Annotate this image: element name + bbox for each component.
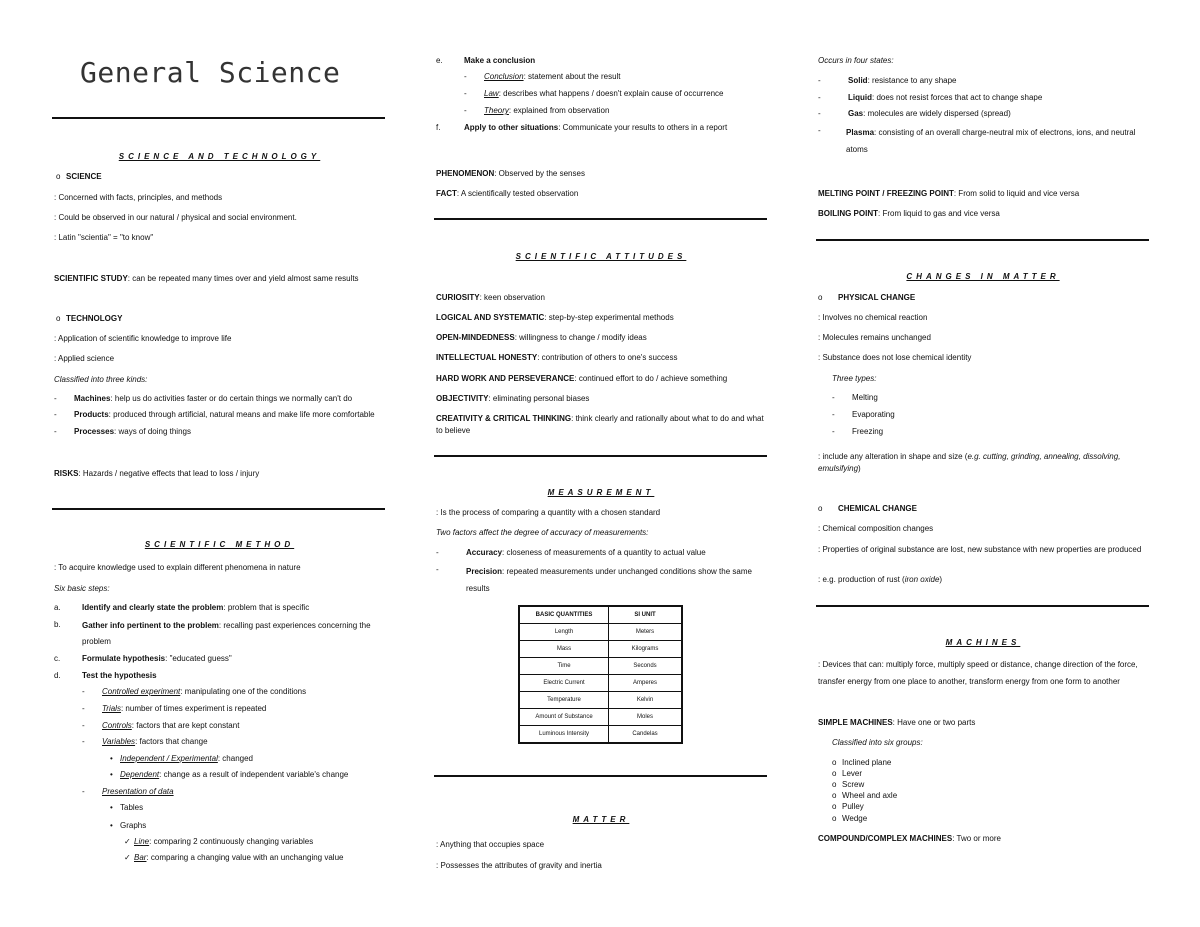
chemical-def: : Chemical composition changes (818, 524, 934, 533)
list-item: - Solid: resistance to any shape (818, 76, 957, 85)
dash-bullet-icon: - (82, 687, 85, 696)
list-item: ✓ Bar: comparing a changing value with an unchanging value (124, 853, 344, 862)
dash-bullet-icon: - (82, 721, 85, 730)
table-row (519, 641, 682, 658)
column-1 (52, 0, 387, 927)
table-header-cell: BASIC QUANTITIES (519, 606, 609, 624)
states-intro: Occurs in four states: (818, 56, 894, 65)
table-cell: Mass (519, 641, 609, 658)
step-b: Gather info pertinent to the problem: recalling past experiences concerning the problem (82, 621, 371, 646)
dash-bullet-icon: - (82, 787, 85, 796)
list-item-mark (436, 565, 446, 574)
science-def: : Latin "scientia" = "to know" (54, 233, 154, 242)
dash-bullet-icon: - (832, 427, 835, 436)
dot-bullet-icon: • (110, 821, 113, 830)
circle-bullet-icon: o (56, 314, 61, 323)
table-row (519, 709, 682, 726)
table-cell: Seconds (609, 658, 683, 675)
list-item: - Theory: explained from observation (464, 106, 610, 115)
table-cell: Amperes (609, 675, 683, 692)
list-item: • Dependent: change as a result of independent variable's change (110, 770, 349, 779)
step-e: e. Make a conclusion (436, 56, 536, 65)
circle-bullet-icon: o (818, 504, 823, 513)
dash-bullet-icon: - (832, 410, 835, 419)
list-item: o Wedge (832, 814, 868, 823)
section-heading-sci-tech: SCIENCE AND TECHNOLOGY (118, 152, 321, 161)
table-row (519, 658, 682, 675)
table-cell: Kilograms (609, 641, 683, 658)
list-item: - Gas: molecules are widely dispersed (spread) (818, 109, 1011, 118)
matter-def: : Anything that occupies space (436, 840, 545, 849)
attitude-item: OPEN-MINDEDNESS: willingness to change / modify ideas (436, 333, 647, 342)
dot-bullet-icon: • (110, 770, 113, 779)
list-item: Plasma: consisting of an overall charge-neutral mix of electrons, ions, and neutral atoms (846, 128, 1136, 154)
table-cell: Meters (609, 624, 683, 641)
circle-bullet-icon: o (56, 172, 61, 181)
chemical-def: : Properties of original substance are lost, new substance with new properties are produced (818, 545, 1142, 554)
list-item: - Processes: ways of doing things (54, 427, 191, 436)
attitude-item: CREATIVITY & CRITICAL THINKING: think clearly and rationally about what to do and what to believe (436, 414, 764, 435)
matter-def: : Possesses the attributes of gravity and inertia (436, 861, 602, 870)
science-def: : Concerned with facts, principles, and methods (54, 193, 223, 202)
table-cell: Time (519, 658, 609, 675)
page-title: General Science (80, 56, 341, 89)
dot-bullet-icon: • (110, 803, 113, 812)
attitude-item: LOGICAL AND SYSTEMATIC: step-by-step experimental methods (436, 313, 674, 322)
physical-def: : Molecules remains unchanged (818, 333, 931, 342)
list-item: - Presentation of data (82, 787, 174, 796)
divider (52, 117, 385, 119)
technology-item: o TECHNOLOGY (56, 314, 123, 323)
list-item: - Accuracy: closeness of measurements of a quantity to actual value (436, 548, 706, 557)
circle-bullet-icon: o (832, 791, 837, 800)
check-icon: ✓ (124, 853, 131, 862)
physical-def: : Involves no chemical reaction (818, 313, 928, 322)
dash-bullet-icon: - (82, 704, 85, 713)
column-3 (816, 0, 1150, 927)
table-cell: Moles (609, 709, 683, 726)
dash-bullet-icon: - (464, 106, 467, 115)
table-cell: Amount of Substance (519, 709, 609, 726)
circle-bullet-icon: o (832, 758, 837, 767)
section-heading-machines: MACHINES (945, 638, 1021, 647)
table-header-cell: SI UNIT (609, 606, 683, 624)
list-item: - Machines: help us do activities faster or do certain things we normally can't do (54, 394, 353, 403)
melting-point: MELTING POINT / FREEZING POINT: From solid to liquid and vice versa (818, 189, 1080, 198)
table-row (519, 726, 682, 744)
list-item: o Lever (832, 769, 863, 778)
dash-bullet-icon: - (818, 126, 821, 135)
list-item: - Melting (832, 393, 878, 402)
table-row (519, 624, 682, 641)
step-d: d. Test the hypothesis (54, 671, 157, 680)
list-item: o Screw (832, 780, 865, 789)
machines-def: : Devices that can: multiply force, multiply speed or distance, change direction of the force, transfer energy from one place to another, transform energy from one form to another (818, 660, 1138, 686)
dash-bullet-icon: - (54, 394, 57, 403)
table-cell: Luminous Intensity (519, 726, 609, 744)
six-groups: Classified into six groups: (832, 738, 923, 747)
circle-bullet-icon: o (818, 293, 823, 302)
list-item: - Trials: number of times experiment is repeated (82, 704, 267, 713)
attitude-item: CURIOSITY: keen observation (436, 293, 545, 302)
list-item: - Freezing (832, 427, 884, 436)
quantities-table (518, 605, 683, 744)
scientific-study: SCIENTIFIC STUDY: can be repeated many times over and yield almost same results (54, 274, 359, 283)
divider (816, 605, 1149, 607)
list-item: - Products: produced through artificial, natural means and make life more comfortable (54, 410, 375, 419)
compound-machines: COMPOUND/COMPLEX MACHINES: Two or more (818, 834, 1001, 843)
column-2 (434, 0, 768, 927)
physical-change-item: o PHYSICAL CHANGE (818, 293, 916, 302)
dash-bullet-icon: - (436, 548, 439, 557)
table-cell: Length (519, 624, 609, 641)
list-item: o Pulley (832, 802, 864, 811)
two-factors: Two factors affect the degree of accuracy of measurements: (436, 528, 649, 537)
simple-machines: SIMPLE MACHINES: Have one or two parts (818, 718, 976, 727)
boiling-point: BOILING POINT: From liquid to gas and vice versa (818, 209, 1000, 218)
circle-bullet-icon: o (832, 802, 837, 811)
list-item: - Controlled experiment: manipulating one of the conditions (82, 687, 307, 696)
dash-bullet-icon: - (464, 72, 467, 81)
three-types: Three types: (832, 374, 877, 383)
list-item: • Tables (110, 803, 144, 812)
list-item: - Evaporating (832, 410, 895, 419)
list-item: ✓ Line: comparing 2 continuously changing variables (124, 837, 314, 846)
table-cell: Electric Current (519, 675, 609, 692)
attitude-item: HARD WORK AND PERSEVERANCE: continued effort to do / achieve something (436, 374, 728, 383)
step-f: f. Apply to other situations: Communicate your results to others in a report (436, 123, 728, 132)
dash-bullet-icon: - (82, 737, 85, 746)
dash-bullet-icon: - (464, 89, 467, 98)
technology-def: : Applied science (54, 354, 115, 363)
step-b-mark: b. (54, 620, 61, 629)
list-item: - Liquid: does not resist forces that act to change shape (818, 93, 1043, 102)
table-cell: Temperature (519, 692, 609, 709)
dash-bullet-icon: - (436, 565, 439, 574)
list-item-mark (818, 126, 828, 135)
divider (434, 218, 767, 220)
method-def: : To acquire knowledge used to explain different phenomena in nature (54, 563, 301, 572)
circle-bullet-icon: o (832, 814, 837, 823)
phenomenon: PHENOMENON: Observed by the senses (436, 169, 585, 178)
circle-bullet-icon: o (832, 769, 837, 778)
list-item: - Conclusion: statement about the result (464, 72, 621, 81)
six-steps: Six basic steps: (54, 584, 110, 593)
dot-bullet-icon: • (110, 754, 113, 763)
circle-bullet-icon: o (832, 780, 837, 789)
list-item: o Inclined plane (832, 758, 892, 767)
section-heading-sci-method: SCIENTIFIC METHOD (144, 540, 295, 549)
section-heading-measurement: MEASUREMENT (547, 488, 655, 497)
chemical-change-item: o CHEMICAL CHANGE (818, 504, 917, 513)
attitude-item: INTELLECTUAL HONESTY: contribution of others to one's success (436, 353, 678, 362)
list-item: • Graphs (110, 821, 147, 830)
dash-bullet-icon: - (54, 427, 57, 436)
fact: FACT: A scientifically tested observation (436, 189, 579, 198)
measurement-def: : Is the process of comparing a quantity with a chosen standard (436, 508, 661, 517)
table-row (519, 675, 682, 692)
table-cell: Candelas (609, 726, 683, 744)
list-item: - Variables: factors that change (82, 737, 208, 746)
dash-bullet-icon: - (832, 393, 835, 402)
risks: RISKS: Hazards / negative effects that lead to loss / injury (54, 469, 260, 478)
dash-bullet-icon: - (818, 93, 821, 102)
physical-def: : Substance does not lose chemical identity (818, 353, 972, 362)
dash-bullet-icon: - (54, 410, 57, 419)
attitude-item: OBJECTIVITY: eliminating personal biases (436, 394, 590, 403)
dash-bullet-icon: - (818, 76, 821, 85)
check-icon: ✓ (124, 837, 131, 846)
dash-bullet-icon: - (818, 109, 821, 118)
technology-def: : Application of scientific knowledge to improve life (54, 334, 232, 343)
section-heading-changes: CHANGES IN MATTER (906, 272, 1060, 281)
list-item: Precision: repeated measurements under unchanged conditions show the same results (466, 567, 752, 593)
classified-three: Classified into three kinds: (54, 375, 148, 384)
table-header-row (519, 606, 682, 624)
list-item: o Wheel and axle (832, 791, 898, 800)
table-row (519, 692, 682, 709)
section-heading-attitudes: SCIENTIFIC ATTITUDES (515, 252, 687, 261)
include-alteration: : include any alteration in shape and size (e.g. cutting, grinding, annealing, dissolving, emulsifying) (818, 452, 1121, 473)
list-item: - Law: describes what happens / doesn't explain cause of occurrence (464, 89, 724, 98)
divider (434, 775, 767, 777)
science-item: o SCIENCE (56, 172, 102, 181)
divider (434, 455, 767, 457)
divider (52, 508, 385, 510)
step-c: c. Formulate hypothesis: "educated guess" (54, 654, 232, 663)
divider (816, 239, 1149, 241)
table-cell: Kelvin (609, 692, 683, 709)
rust-example: : e.g. production of rust (iron oxide) (818, 575, 943, 584)
list-item: - Controls: factors that are kept constant (82, 721, 240, 730)
science-def: : Could be observed in our natural / physical and social environment. (54, 213, 297, 222)
step-a: a. Identify and clearly state the problem: problem that is specific (54, 603, 310, 612)
section-heading-matter: MATTER (572, 815, 630, 824)
list-item: • Independent / Experimental: changed (110, 754, 253, 763)
